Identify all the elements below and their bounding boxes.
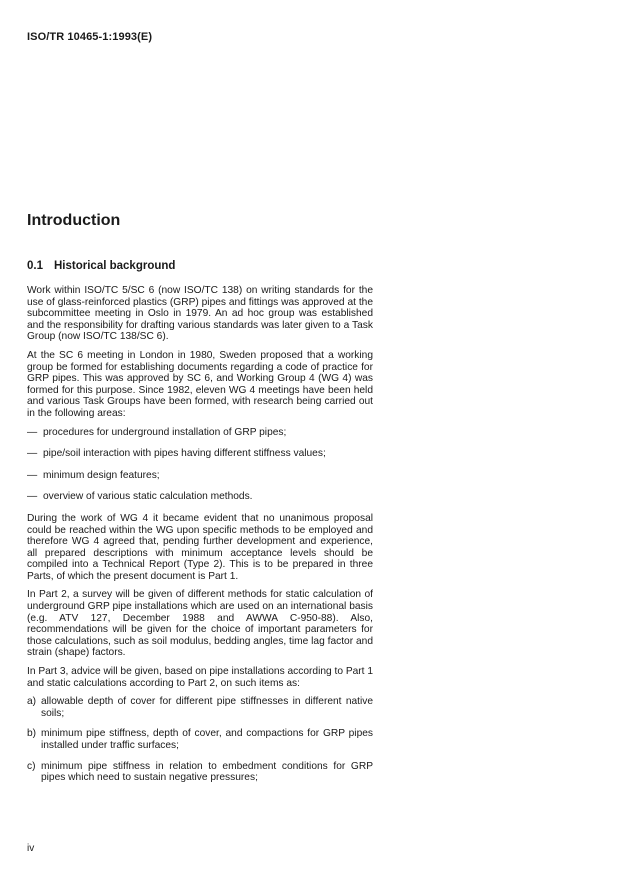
dash-marker: — [27, 448, 38, 460]
paragraph-5: In Part 3, advice will be given, based on pipe installations according to Part 1 and static calculations according to Part 2, on such items as: [27, 666, 374, 689]
section-number: 0.1 [27, 260, 43, 272]
dash-marker: — [27, 491, 38, 503]
section-heading [27, 260, 175, 272]
list-item-text: pipe/soil interaction with pipes having different stiffness values; [43, 448, 326, 460]
page-title: Introduction [27, 212, 121, 229]
alpha-marker: a) [27, 696, 37, 708]
list-item-text: minimum pipe stiffness, depth of cover, and compactions for GRP pipes installed under traffic surfaces; [41, 728, 373, 751]
list-item-text: minimum design features; [43, 469, 160, 481]
list-item-text: overview of various static calculation methods. [43, 491, 253, 503]
dash-marker: — [27, 469, 38, 481]
body-text [27, 285, 373, 793]
paragraph-2: At the SC 6 meeting in London in 1980, Sweden proposed that a working group be formed for establishing documents regarding a code of practice for GRP pipes. This was approved by SC 6, and Working Group 4 (WG 4) was formed for this purpose. Since 1982, eleven WG 4 meetings have been held and various Task Groups have been formed, with research being carried out in the following areas: [27, 349, 373, 419]
document-id: ISO/TR 10465-1:1993(E) [27, 31, 153, 43]
page-number: iv [27, 843, 35, 854]
paragraph-1: Work within ISO/TC 5/SC 6 (now ISO/TC 138) on writing standards for the use of glass-reinforced plastics (GRP) pipes and fittings was approved at the subcommittee meeting in Oslo in 1979. An ad hoc group was established and the responsibility for drafting various standards was later given to a Task Group (now ISO/TC 138/SC 6). [27, 285, 373, 343]
alpha-marker: b) [27, 728, 37, 740]
list-item [27, 470, 373, 482]
paragraph-3: During the work of WG 4 it became evident that no unanimous proposal could be reached within the WG upon specific methods to be employed and therefore WG 4 agreed that, pending further development and experience, all prepared descriptions with minimum acceptance levels should be compiled into a Technical Report (Type 2). This is to be prepared in three Parts, of which the present document is Part 1. [27, 512, 373, 582]
list-item [27, 491, 373, 503]
list-item-text: allowable depth of cover for different pipe stiffnesses in different native soils; [41, 696, 373, 719]
list-item [27, 427, 373, 439]
dash-marker: — [27, 426, 38, 438]
list-item [27, 761, 373, 784]
list-item-text: minimum pipe stiffness in relation to embedment conditions for GRP pipes which need to sustain negative pressures; [41, 760, 373, 784]
list-item [27, 728, 373, 751]
list-item [27, 448, 373, 460]
list-item [27, 696, 373, 719]
section-title: Historical background [54, 260, 176, 272]
alpha-marker: c) [27, 760, 36, 772]
paragraph-4: In Part 2, a survey will be given of different methods for static calculation of underground GRP pipe installations which are used on an international basis (e.g. ATV 127, December 1988 and AWWA C-950-88). Also, recommendations will be given for the choice of important parameters for those calculations, such as soil modulus, bedding angles, time lag factor and strain (shape) factors. [27, 589, 373, 659]
list-item-text: procedures for underground installation of GRP pipes; [43, 426, 287, 438]
